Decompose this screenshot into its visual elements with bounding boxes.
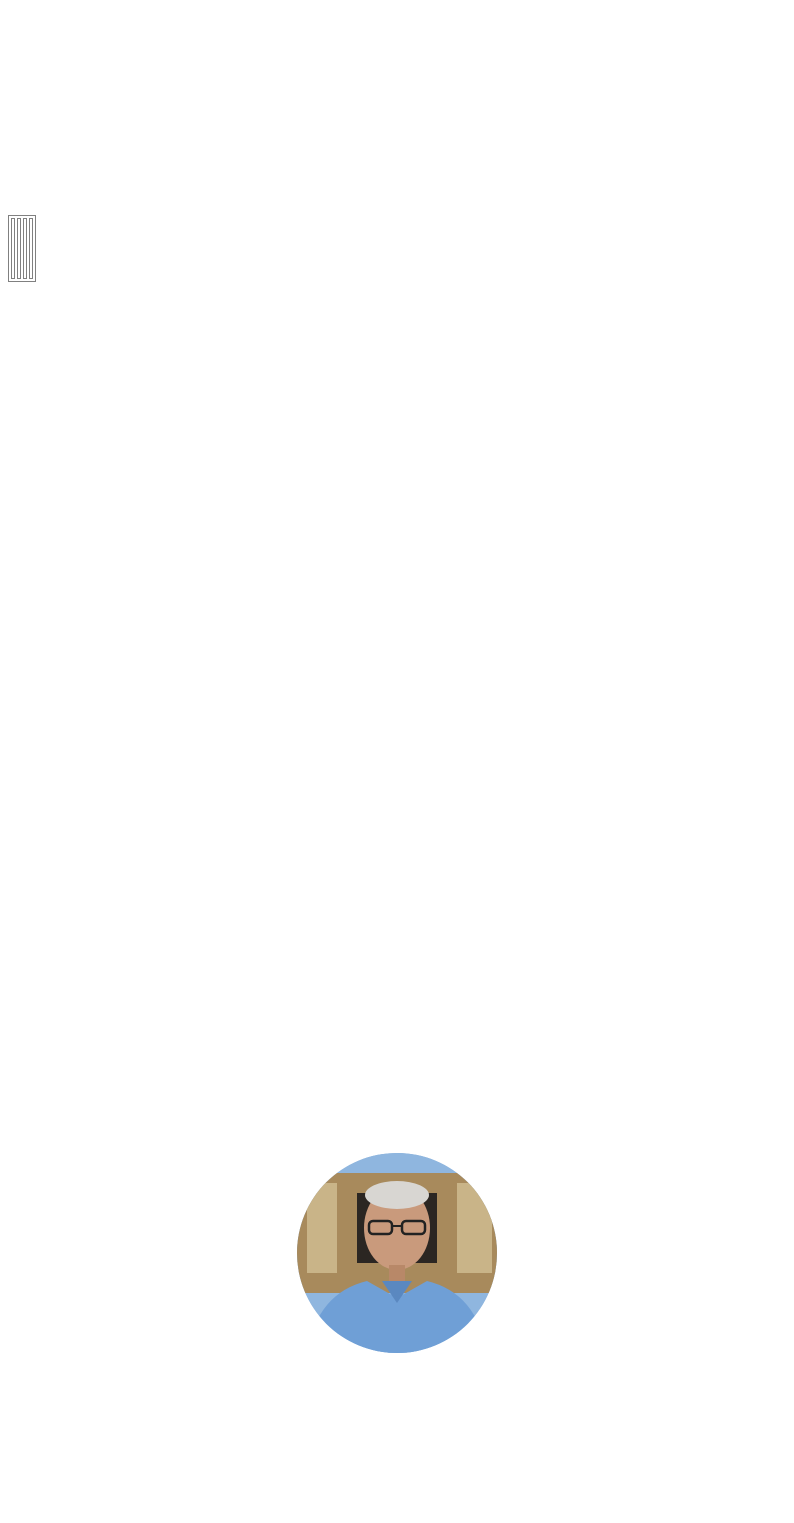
header-number-observed: [23, 218, 27, 279]
genotype-table: [8, 215, 36, 282]
header-f2-class: [11, 218, 15, 279]
author-photo: [297, 1153, 497, 1353]
header-genotype: [17, 218, 21, 279]
author-portrait-image: [297, 1153, 497, 1353]
table-header-row: [11, 218, 33, 279]
header-phenotype: [29, 218, 33, 279]
